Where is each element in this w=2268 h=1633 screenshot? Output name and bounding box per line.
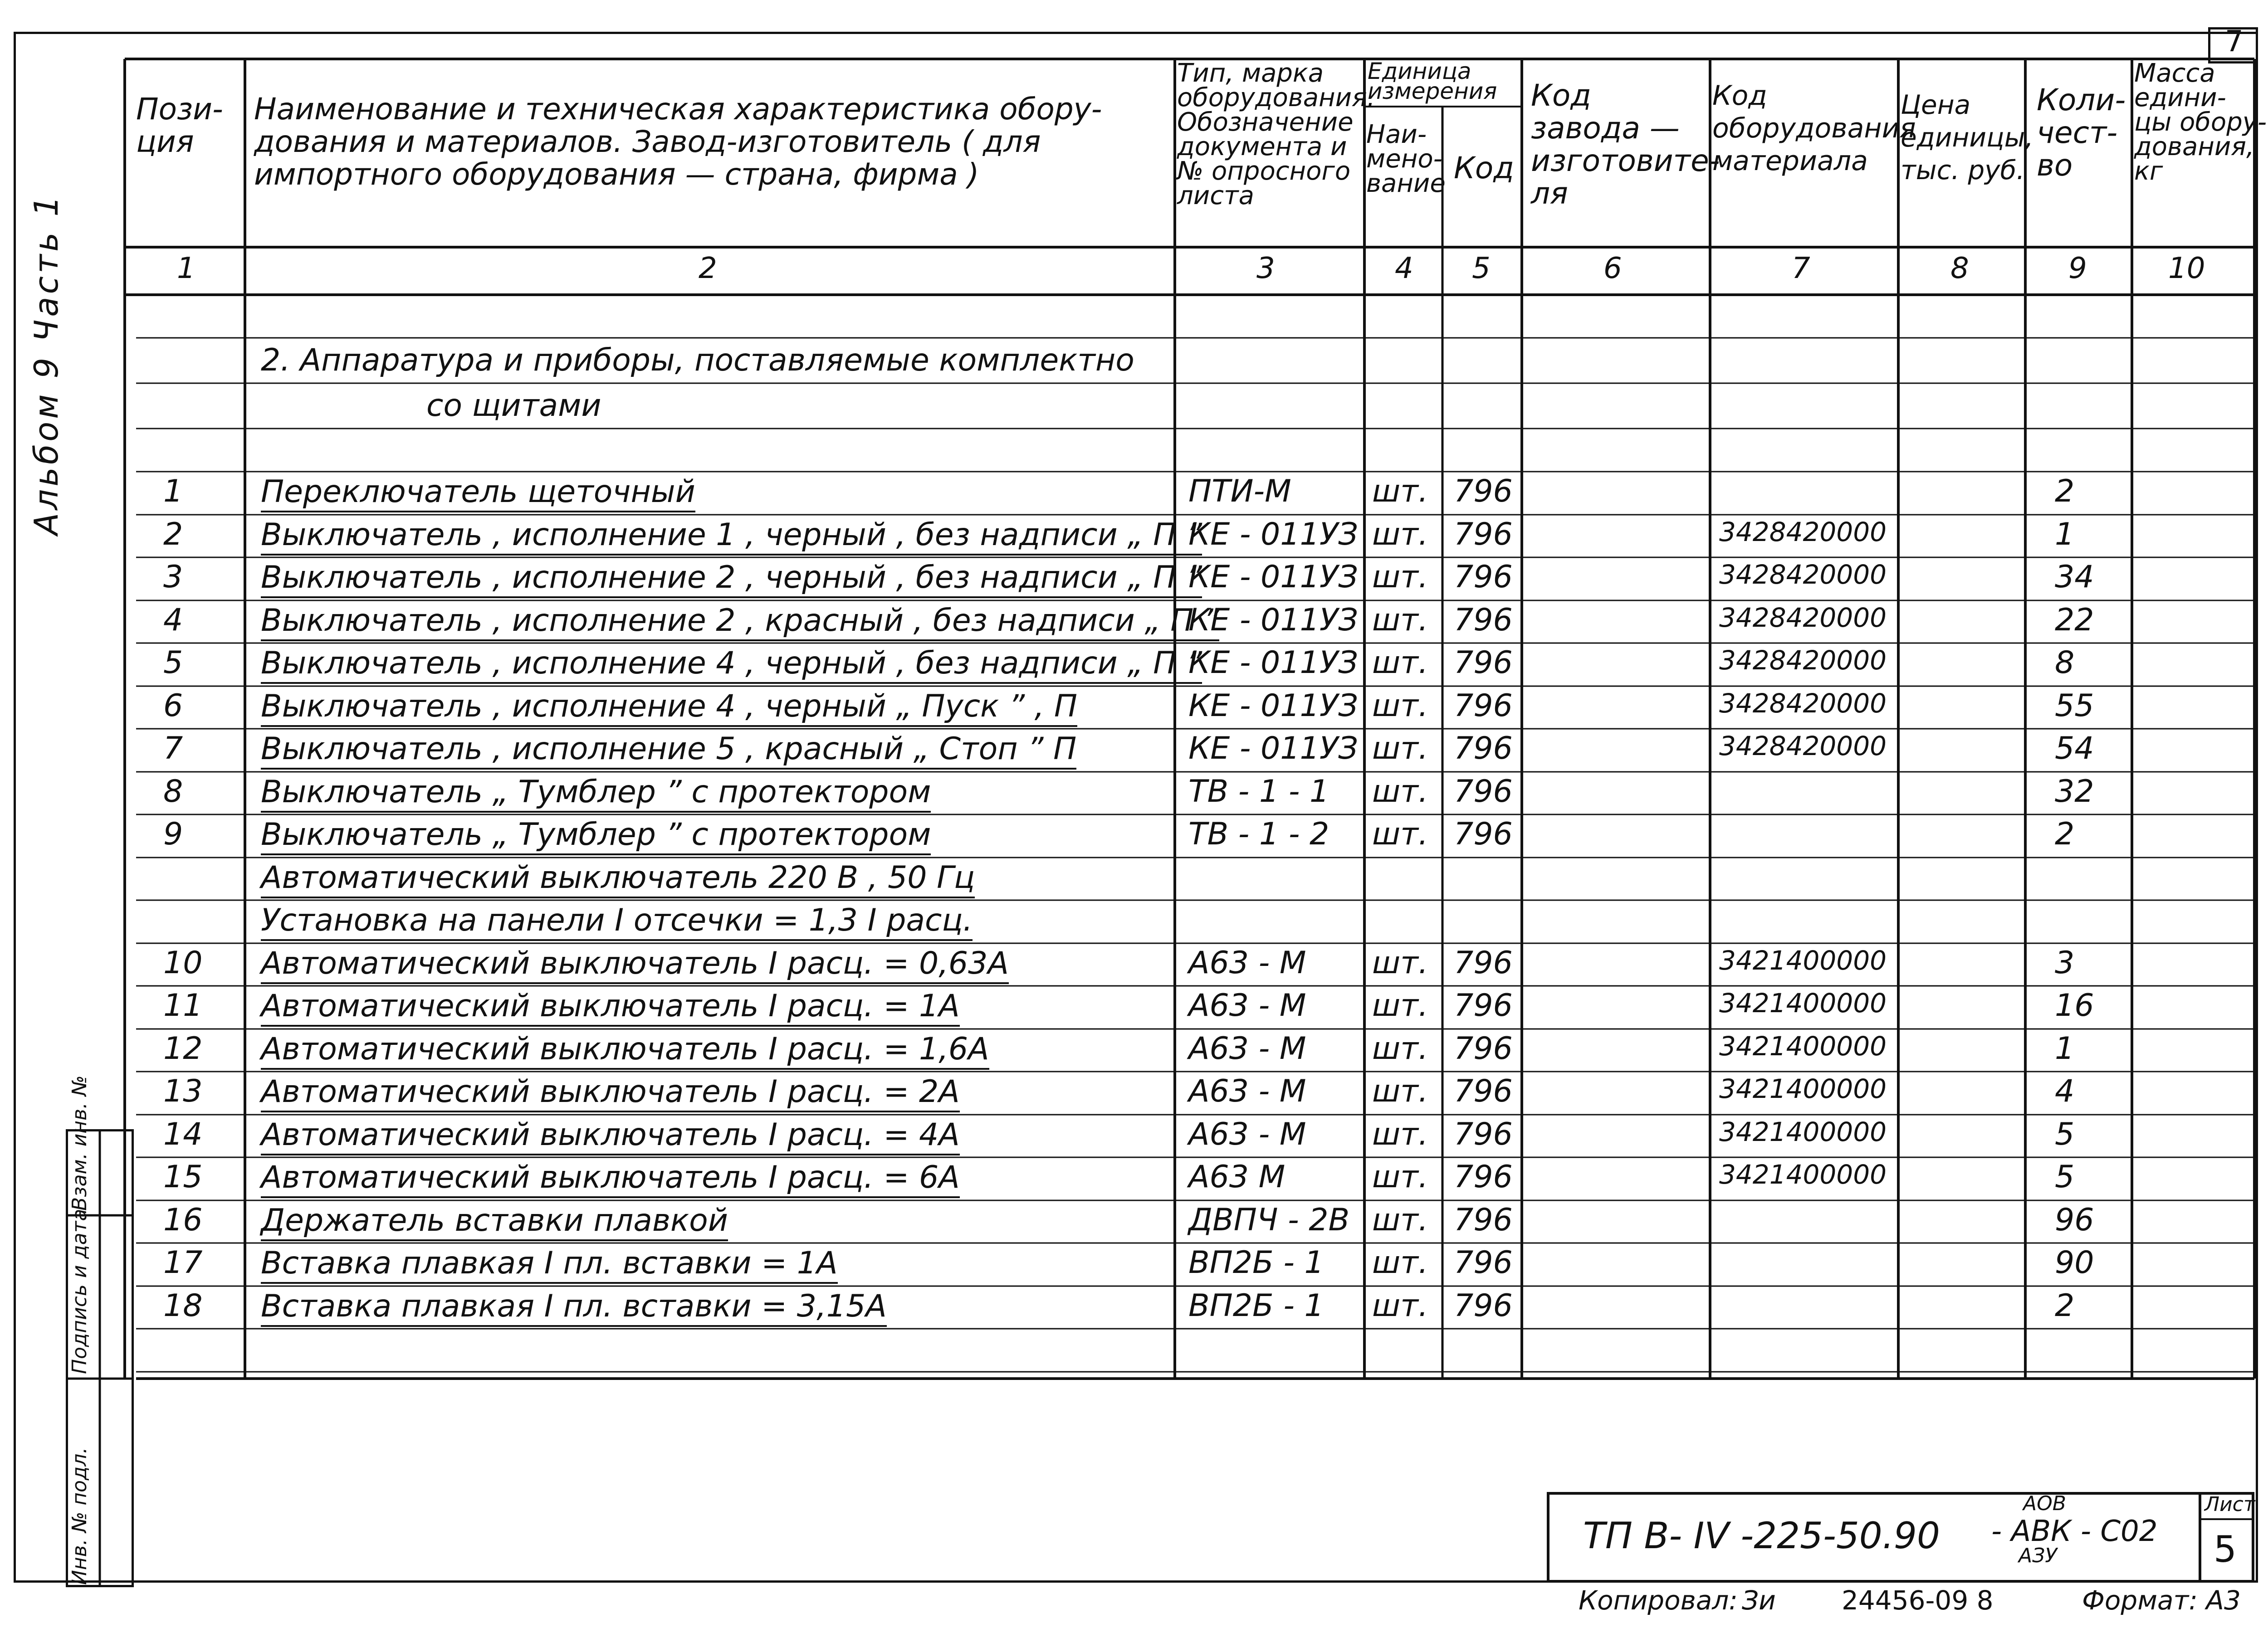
col-number-7: 7 bbox=[1792, 252, 1810, 285]
table-row bbox=[0, 731, 2268, 774]
row-position: 17 bbox=[163, 1245, 203, 1281]
row-unit-code: 796 bbox=[1454, 602, 1513, 638]
row-unit: шт. bbox=[1372, 988, 1428, 1024]
format-label: Формат: А3 bbox=[2082, 1585, 2241, 1616]
row-type: А63 - М bbox=[1188, 945, 1306, 981]
sheet-number: 5 bbox=[2214, 1528, 2237, 1570]
table-row bbox=[0, 774, 2268, 817]
header-mass: Масса едини- цы обору- дования, кг bbox=[2134, 58, 2267, 186]
doc-code: ТП В- IV -225-50.90 bbox=[1583, 1515, 1940, 1557]
row-equipment-code: 3421400000 bbox=[1719, 1073, 1887, 1104]
row-quantity: 4 bbox=[2055, 1073, 2075, 1109]
row-equipment-code: 3421400000 bbox=[1719, 1116, 1887, 1147]
row-unit-code: 796 bbox=[1454, 1073, 1513, 1109]
col-number-9: 9 bbox=[2068, 252, 2087, 285]
corner-sheet-number: 7 bbox=[2225, 25, 2244, 58]
row-type: А63 - М bbox=[1188, 1116, 1306, 1152]
row-position: 16 bbox=[163, 1202, 203, 1238]
stamp-label-replace: Взам. инв. № bbox=[68, 1075, 91, 1211]
header-price: Цена единицы, тыс. руб. bbox=[1901, 89, 2033, 185]
row-name: Держатель вставки плавкой bbox=[261, 1202, 728, 1241]
row-unit: шт. bbox=[1372, 731, 1428, 766]
row-position: 3 bbox=[163, 559, 183, 595]
row-type: ДВПЧ - 2В bbox=[1188, 1202, 1350, 1238]
table-row bbox=[0, 645, 2268, 688]
row-type: КЕ - 011УЗ bbox=[1188, 602, 1358, 638]
row-type: КЕ - 011УЗ bbox=[1188, 559, 1358, 595]
stamp-label-sign: Подпись и дата bbox=[68, 1209, 91, 1374]
row-unit: шт. bbox=[1372, 1202, 1428, 1238]
row-equipment-code: 3428420000 bbox=[1719, 559, 1887, 590]
row-type: ТВ - 1 - 2 bbox=[1188, 816, 1330, 852]
row-position: 10 bbox=[163, 945, 203, 981]
row-position: 4 bbox=[163, 602, 183, 638]
row-unit-code: 796 bbox=[1454, 1288, 1513, 1324]
row-position: 7 bbox=[163, 731, 183, 766]
table-row bbox=[0, 473, 2268, 517]
col-number-5: 5 bbox=[1472, 252, 1491, 285]
row-name: Автоматический выключатель 220 В , 50 Гц bbox=[261, 859, 975, 898]
header-unit-code: Код bbox=[1454, 151, 1514, 185]
copied-signature: Зи bbox=[1742, 1585, 1776, 1616]
row-equipment-code: 3428420000 bbox=[1719, 517, 1887, 547]
row-unit-code: 796 bbox=[1454, 945, 1513, 981]
row-quantity: 5 bbox=[2055, 1116, 2075, 1152]
row-name: Вставка плавкая I пл. вставки = 1А bbox=[261, 1245, 838, 1284]
row-unit: шт. bbox=[1372, 774, 1428, 809]
row-unit: шт. bbox=[1372, 645, 1428, 681]
row-unit: шт. bbox=[1372, 688, 1428, 724]
row-unit-code: 796 bbox=[1454, 1031, 1513, 1067]
row-type: А63 - М bbox=[1188, 988, 1306, 1024]
table-row bbox=[0, 602, 2268, 645]
row-quantity: 1 bbox=[2055, 1031, 2075, 1067]
header-position: Пози- ция bbox=[136, 92, 223, 159]
row-name: Автоматический выключатель I расц. = 1А bbox=[261, 988, 960, 1027]
row-type: КЕ - 011УЗ bbox=[1188, 688, 1358, 724]
row-unit: шт. bbox=[1372, 517, 1428, 552]
row-name: Вставка плавкая I пл. вставки = 3,15А bbox=[261, 1288, 887, 1327]
row-quantity: 96 bbox=[2055, 1202, 2094, 1238]
section-title: 2. Аппаратура и приборы, поставляемые комплектно bbox=[261, 342, 1134, 378]
row-position: 13 bbox=[163, 1073, 203, 1109]
row-type: А63 М bbox=[1188, 1159, 1286, 1195]
row-unit: шт. bbox=[1372, 816, 1428, 852]
row-unit-code: 796 bbox=[1454, 774, 1513, 809]
table-row bbox=[0, 1202, 2268, 1245]
row-equipment-code: 3428420000 bbox=[1719, 688, 1887, 719]
row-quantity: 3 bbox=[2055, 945, 2075, 981]
row-unit: шт. bbox=[1372, 945, 1428, 981]
row-name: Выключатель , исполнение 5 , красный „ Стоп ” П bbox=[261, 731, 1076, 770]
copied-label: Копировал: bbox=[1579, 1585, 1738, 1616]
row-equipment-code: 3428420000 bbox=[1719, 645, 1887, 676]
row-quantity: 5 bbox=[2055, 1159, 2075, 1195]
table-row bbox=[0, 1116, 2268, 1160]
row-name: Установка на панели I отсечки = 1,3 I расц. bbox=[261, 902, 973, 941]
row-unit: шт. bbox=[1372, 473, 1428, 509]
table-row bbox=[0, 945, 2268, 988]
row-type: КЕ - 011УЗ bbox=[1188, 517, 1358, 552]
row-unit: шт. bbox=[1372, 1116, 1428, 1152]
row-unit-code: 796 bbox=[1454, 1202, 1513, 1238]
row-equipment-code: 3421400000 bbox=[1719, 945, 1887, 976]
sheet-label: Лист bbox=[2204, 1493, 2255, 1516]
col-number-8: 8 bbox=[1950, 252, 1969, 285]
row-position: 1 bbox=[163, 473, 183, 509]
row-unit: шт. bbox=[1372, 1159, 1428, 1195]
col-number-4: 4 bbox=[1395, 252, 1413, 285]
row-name: Выключатель „ Тумблер ” с протектором bbox=[261, 816, 931, 855]
row-name: Переключатель щеточный bbox=[261, 473, 695, 512]
row-equipment-code: 3421400000 bbox=[1719, 1031, 1887, 1062]
row-quantity: 16 bbox=[2055, 988, 2094, 1024]
table-row bbox=[0, 517, 2268, 560]
table-row bbox=[0, 988, 2268, 1031]
row-equipment-code: 3421400000 bbox=[1719, 1159, 1887, 1190]
row-quantity: 2 bbox=[2055, 816, 2075, 852]
header-factory-code: Код завода — изготовите- ля bbox=[1531, 78, 1720, 211]
header-equipment-code: Код оборудования материала bbox=[1712, 80, 1916, 177]
row-name: Автоматический выключатель I расц. = 1,6А bbox=[261, 1031, 989, 1070]
row-quantity: 2 bbox=[2055, 1288, 2075, 1324]
table-row bbox=[0, 902, 2268, 945]
header-name: Наименование и техническая характеристика обору- дования и материалов. Завод-изготовитель ( для импортного оборудования — страна, фирма ) bbox=[254, 92, 1102, 192]
col-number-6: 6 bbox=[1603, 252, 1622, 285]
row-name: Выключатель , исполнение 2 , черный , без надписи „ П ” bbox=[261, 559, 1202, 598]
row-name: Автоматический выключатель I расц. = 6А bbox=[261, 1159, 960, 1198]
row-unit-code: 796 bbox=[1454, 1116, 1513, 1152]
row-quantity: 55 bbox=[2055, 688, 2094, 724]
row-unit: шт. bbox=[1372, 1031, 1428, 1067]
row-quantity: 54 bbox=[2055, 731, 2094, 766]
row-type: А63 - М bbox=[1188, 1031, 1306, 1067]
header-type: Тип, марка оборудования. Обозначение документа и № опросного листа bbox=[1177, 58, 1375, 210]
row-quantity: 8 bbox=[2055, 645, 2075, 681]
row-position: 6 bbox=[163, 688, 183, 724]
table-row bbox=[0, 1073, 2268, 1116]
row-name: Выключатель , исполнение 2 , красный , без надписи „ П ” bbox=[261, 602, 1219, 641]
row-position: 15 bbox=[163, 1159, 203, 1195]
row-equipment-code: 3421400000 bbox=[1719, 988, 1887, 1019]
side-label: Альбом 9 Часть 1 bbox=[27, 193, 65, 535]
header-unit: Единица измерения bbox=[1368, 58, 1497, 104]
row-type: КЕ - 011УЗ bbox=[1188, 645, 1358, 681]
table-row bbox=[0, 816, 2268, 859]
row-unit-code: 796 bbox=[1454, 1245, 1513, 1281]
row-unit: шт. bbox=[1372, 1288, 1428, 1324]
row-unit-code: 796 bbox=[1454, 1159, 1513, 1195]
row-quantity: 1 bbox=[2055, 517, 2075, 552]
row-name: Выключатель , исполнение 4 , черный „ Пуск ” , П bbox=[261, 688, 1077, 727]
table-row bbox=[0, 1159, 2268, 1202]
section-subtitle: со щитами bbox=[426, 388, 601, 424]
row-type: КЕ - 011УЗ bbox=[1188, 731, 1358, 766]
row-unit-code: 796 bbox=[1454, 688, 1513, 724]
row-position: 12 bbox=[163, 1031, 203, 1067]
header-quantity: Коли- чест- во bbox=[2037, 83, 2126, 183]
col-number-10: 10 bbox=[2168, 252, 2205, 285]
doc-suffix-top: АОВ bbox=[2023, 1492, 2066, 1515]
row-unit: шт. bbox=[1372, 559, 1428, 595]
col-number-3: 3 bbox=[1256, 252, 1275, 285]
row-position: 2 bbox=[163, 517, 183, 552]
row-quantity: 90 bbox=[2055, 1245, 2094, 1281]
row-name: Выключатель „ Тумблер ” с протектором bbox=[261, 774, 931, 813]
row-quantity: 2 bbox=[2055, 473, 2075, 509]
stamp-label-inv: Инв. № подл. bbox=[68, 1447, 91, 1585]
row-name: Выключатель , исполнение 1 , черный , без надписи „ П ” bbox=[261, 517, 1202, 556]
row-type: ТВ - 1 - 1 bbox=[1188, 774, 1330, 809]
row-name: Автоматический выключатель I расц. = 4А bbox=[261, 1116, 960, 1155]
row-position: 5 bbox=[163, 645, 183, 681]
row-type: ПТИ-М bbox=[1188, 473, 1291, 509]
row-unit-code: 796 bbox=[1454, 731, 1513, 766]
col-number-2: 2 bbox=[699, 252, 717, 285]
table-row bbox=[0, 1245, 2268, 1288]
row-name: Автоматический выключатель I расц. = 2А bbox=[261, 1073, 960, 1112]
row-position: 18 bbox=[163, 1288, 203, 1324]
doc-suffix-bottom: АЗУ bbox=[2019, 1544, 2058, 1567]
row-unit-code: 796 bbox=[1454, 988, 1513, 1024]
table-row bbox=[0, 1288, 2268, 1331]
row-unit-code: 796 bbox=[1454, 816, 1513, 852]
doc-suffix-mid: - АВК - С02 bbox=[1991, 1515, 2158, 1548]
row-unit-code: 796 bbox=[1454, 559, 1513, 595]
row-equipment-code: 3428420000 bbox=[1719, 602, 1887, 633]
row-unit: шт. bbox=[1372, 1245, 1428, 1281]
row-position: 8 bbox=[163, 774, 183, 809]
order-number: 24456-09 8 bbox=[1842, 1585, 1994, 1616]
row-type: ВП2Б - 1 bbox=[1188, 1245, 1324, 1281]
row-type: ВП2Б - 1 bbox=[1188, 1288, 1324, 1324]
row-type: А63 - М bbox=[1188, 1073, 1306, 1109]
row-unit-code: 796 bbox=[1454, 517, 1513, 552]
row-unit-code: 796 bbox=[1454, 473, 1513, 509]
row-unit: шт. bbox=[1372, 1073, 1428, 1109]
table-row bbox=[0, 1031, 2268, 1074]
table-row bbox=[0, 859, 2268, 902]
row-quantity: 22 bbox=[2055, 602, 2094, 638]
row-position: 11 bbox=[163, 988, 203, 1024]
row-unit-code: 796 bbox=[1454, 645, 1513, 681]
table-row bbox=[0, 688, 2268, 731]
row-position: 14 bbox=[163, 1116, 203, 1152]
header-unit-name: Наи- мено- вание bbox=[1366, 120, 1446, 198]
row-equipment-code: 3428420000 bbox=[1719, 731, 1887, 761]
row-unit: шт. bbox=[1372, 602, 1428, 638]
table-row bbox=[0, 559, 2268, 602]
row-quantity: 34 bbox=[2055, 559, 2094, 595]
col-number-1: 1 bbox=[177, 252, 196, 285]
row-name: Выключатель , исполнение 4 , черный , без надписи „ П ” bbox=[261, 645, 1202, 684]
row-position: 9 bbox=[163, 816, 183, 852]
row-name: Автоматический выключатель I расц. = 0,63А bbox=[261, 945, 1009, 984]
row-quantity: 32 bbox=[2055, 774, 2094, 809]
